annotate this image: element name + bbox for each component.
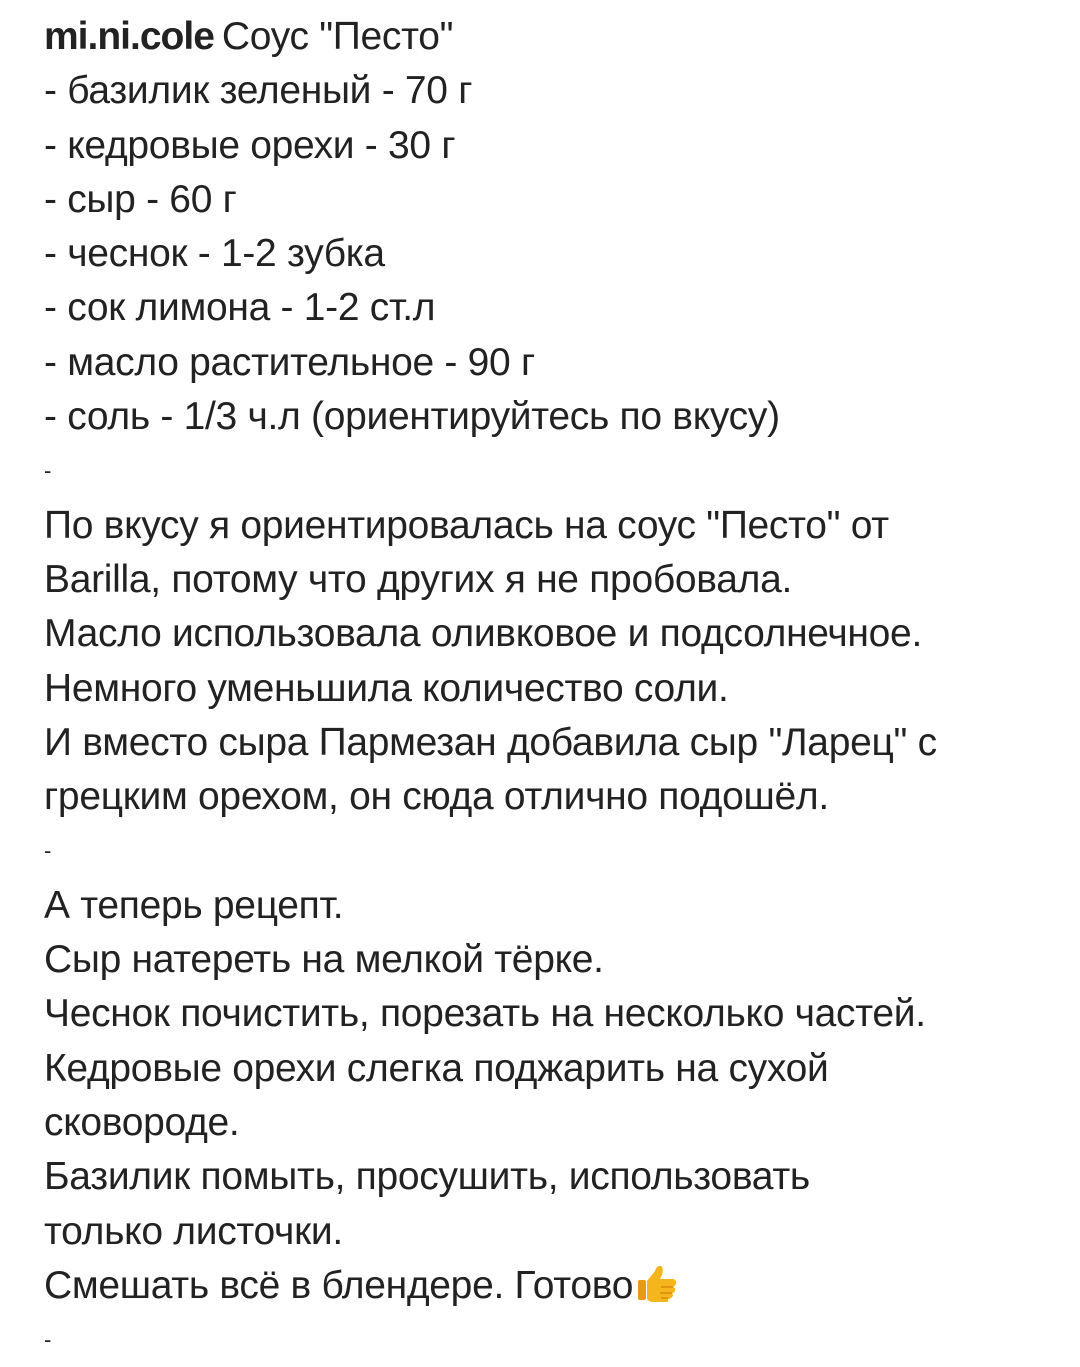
recipe-step-line: Кедровые орехи слегка поджарить на сухой	[44, 1046, 829, 1090]
separator-dash: -	[44, 458, 52, 484]
note-line: Масло использовала оливковое и подсолнечное.	[44, 612, 922, 656]
note-line: И вместо сыра Пармезан добавила сыр "Ларец" с	[44, 720, 937, 764]
ingredient-line: - масло растительное - 90 г	[44, 340, 535, 384]
ingredient-line: - кедровые орехи - 30 г	[44, 123, 456, 167]
recipe-title: Соус "Песто"	[221, 15, 454, 58]
username-link[interactable]: mi.ni.cole	[44, 15, 214, 58]
post-caption	[44, 10, 1054, 1367]
recipe-step-line: только листочки.	[44, 1209, 343, 1253]
ingredient-line: - базилик зеленый - 70 г	[44, 69, 473, 113]
ingredient-line: - чеснок - 1-2 зубка	[44, 232, 385, 276]
recipe-step-line: сковороде.	[44, 1100, 240, 1144]
separator-dash: -	[44, 838, 52, 864]
caption-header	[44, 10, 1054, 64]
final-step-text: Смешать всё в блендере. Готово	[44, 1263, 634, 1307]
note-line: грецким орехом, он сюда отлично подошёл.	[44, 775, 829, 819]
recipe-step-line: А теперь рецепт.	[44, 883, 344, 927]
ingredient-line: - сыр - 60 г	[44, 177, 237, 221]
final-step-line	[44, 1259, 1054, 1313]
recipe-step-line: Сыр натереть на мелкой тёрке.	[44, 938, 604, 982]
separator-dash: -	[44, 1327, 52, 1353]
note-line: Немного уменьшила количество соли.	[44, 666, 729, 710]
recipe-step-line: Базилик помыть, просушить, использовать	[44, 1155, 810, 1199]
recipe-step-line: Чеснок почистить, порезать на несколько частей.	[44, 992, 926, 1036]
ingredient-line: - сок лимона - 1-2 ст.л	[44, 286, 436, 330]
ingredient-line: - соль - 1/3 ч.л (ориентируйтесь по вкусу)	[44, 395, 780, 439]
thumbs-up-icon	[635, 1260, 679, 1304]
note-line: По вкусу я ориентировалась на соус "Песто" от	[44, 503, 889, 547]
note-line: Barilla, потому что других я не пробовала.	[44, 557, 793, 601]
